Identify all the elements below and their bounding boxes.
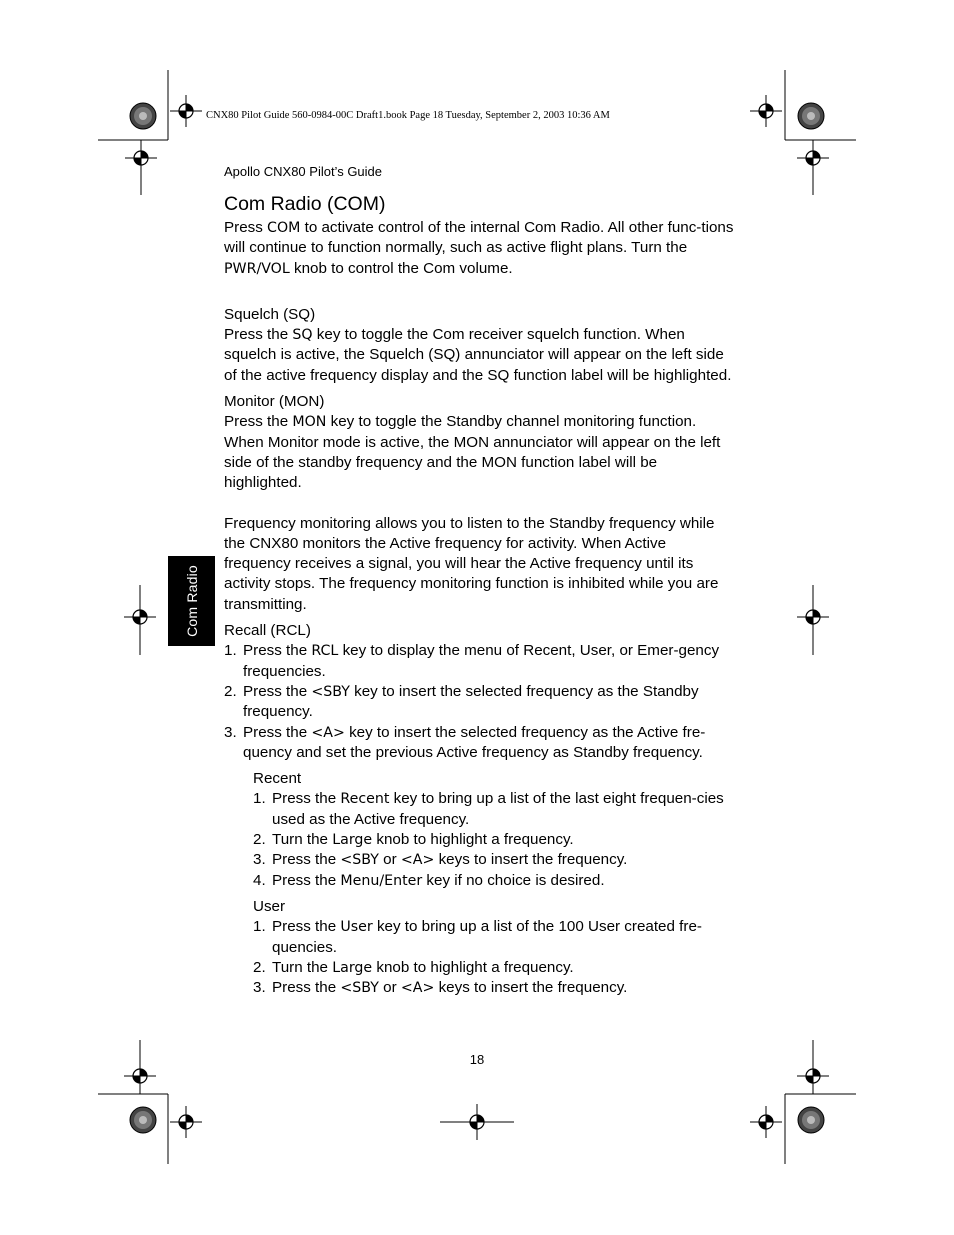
text: Press the	[224, 326, 293, 344]
monitor-body	[224, 412, 736, 493]
text: Press	[224, 219, 268, 236]
text: Press the	[272, 979, 341, 997]
text: Press the	[272, 918, 341, 936]
text: Press the	[272, 790, 341, 808]
color-bar-mark-icon	[130, 1107, 156, 1133]
list-item	[253, 789, 736, 830]
list-number: 2.	[224, 682, 237, 700]
key-label: Recent	[340, 791, 390, 808]
registration-mark-icon	[750, 95, 782, 127]
color-bar-mark-icon	[798, 1107, 824, 1133]
list-item	[253, 830, 736, 850]
section-heading: Monitor (MON)	[224, 393, 325, 411]
page-content	[224, 192, 736, 998]
text: Press the	[243, 642, 312, 660]
key-label: RCL	[311, 643, 339, 660]
text: knob to highlight a frequency.	[372, 958, 574, 976]
section-heading: Recent	[253, 770, 302, 788]
list-item	[224, 723, 736, 764]
recent-steps	[253, 789, 736, 890]
text: key to bring up a list of the last eight frequen-cies used as the Active frequency.	[272, 790, 724, 828]
list-item	[253, 978, 736, 998]
recall-steps	[224, 641, 736, 763]
key-label: <SBY	[340, 852, 379, 869]
text: key to insert the selected frequency as the Active fre-quency and set the previous Active frequency as Standby frequency.	[243, 723, 706, 761]
text: Press the	[243, 723, 312, 741]
key-label: User	[340, 919, 373, 936]
recall-subsections	[224, 763, 736, 998]
list-number: 4.	[253, 871, 266, 889]
text: key to toggle the Com receiver squelch function. When squelch is active, the Squelch (SQ) annunciator will appear on the left side of the active frequency display and the SQ function label will be highlighted.	[224, 326, 732, 384]
side-tab-label: Com Radio	[183, 565, 200, 637]
text: key to display the menu of Recent, User, or Emer-gency frequencies.	[243, 642, 720, 680]
list-number: 3.	[253, 851, 266, 869]
squelch-body	[224, 325, 736, 386]
list-item	[224, 641, 736, 682]
key-label: <SBY	[340, 980, 379, 997]
com-intro	[224, 218, 736, 279]
color-bar-mark-icon	[798, 103, 824, 129]
key-label: PWR/VOL	[224, 260, 290, 277]
list-number: 2.	[253, 831, 266, 849]
text: Press the	[272, 851, 341, 869]
list-number: 1.	[253, 790, 266, 808]
page-title: Com Radio (COM)	[224, 193, 386, 215]
key-label: MON	[292, 414, 327, 431]
page-number: 18	[469, 1052, 485, 1067]
list-number: 2.	[253, 958, 266, 976]
text: key to bring up a list of the 100 User created fre-quencies.	[272, 918, 702, 956]
text: or	[378, 851, 401, 869]
key-label: <A>	[311, 724, 345, 741]
color-bar-mark-icon	[130, 103, 156, 129]
key-label: Menu/Enter	[340, 872, 423, 889]
list-number: 3.	[253, 979, 266, 997]
text: key if no choice is desired.	[422, 871, 605, 889]
text: keys to insert the frequency.	[434, 979, 628, 997]
key-label: <A>	[400, 980, 435, 997]
key-label: <SBY	[311, 683, 350, 700]
text: Turn the	[272, 958, 333, 976]
text: Turn the	[272, 831, 333, 849]
key-label: COM	[267, 220, 301, 236]
text: Press the	[272, 871, 341, 889]
monitor-body-2: Frequency monitoring allows you to listen to the Standby frequency while the CNX80 monitors the Active frequency for activity. When Active frequency receives a signal, you will hear the Active frequency until its activity stops. The frequency monitoring function is inhibited while you are transmitting.	[224, 514, 719, 613]
section-heading: Recall (RCL)	[224, 622, 311, 640]
section-heading: User	[253, 897, 286, 915]
text: Press the	[224, 413, 293, 431]
registration-mark-icon	[170, 95, 202, 127]
list-item	[253, 958, 736, 978]
text: key to insert the selected frequency as the Standby frequency.	[243, 682, 699, 721]
text: knob to control the Com volume.	[289, 259, 513, 277]
book-slug: CNX80 Pilot Guide 560-0984-00C Draft1.book Page 18 Tuesday, September 2, 2003 10:36 AM	[206, 110, 610, 121]
registration-mark-icon	[170, 1106, 202, 1138]
list-item	[224, 682, 736, 723]
list-number: 1.	[253, 918, 266, 936]
text: Press the	[243, 682, 312, 700]
section-heading: Squelch (SQ)	[224, 305, 316, 323]
list-number: 1.	[224, 642, 237, 660]
list-item	[253, 917, 736, 958]
text: to activate control of the internal Com Radio. All other func-tions will continue to function normally, such as active flight plans. Turn the	[224, 219, 734, 257]
list-item	[253, 850, 736, 870]
registration-mark-icon	[750, 1106, 782, 1138]
text: knob to highlight a frequency.	[372, 831, 574, 849]
running-head: Apollo CNX80 Pilot’s Guide	[224, 164, 383, 179]
side-tab	[168, 556, 215, 646]
text: or	[378, 979, 401, 997]
user-steps	[253, 917, 736, 998]
text: keys to insert the frequency.	[434, 851, 628, 869]
list-item	[253, 871, 736, 891]
list-number: 3.	[224, 723, 237, 741]
key-label: SQ	[292, 327, 313, 344]
key-label: Large	[332, 959, 373, 976]
text: key to toggle the Standby channel monitoring function. When Monitor mode is active, the MON annunciator will appear on the left side of the standby frequency and the MON function label will be highlighted.	[224, 413, 721, 492]
key-label: <A>	[400, 852, 435, 869]
key-label: Large	[332, 832, 373, 849]
